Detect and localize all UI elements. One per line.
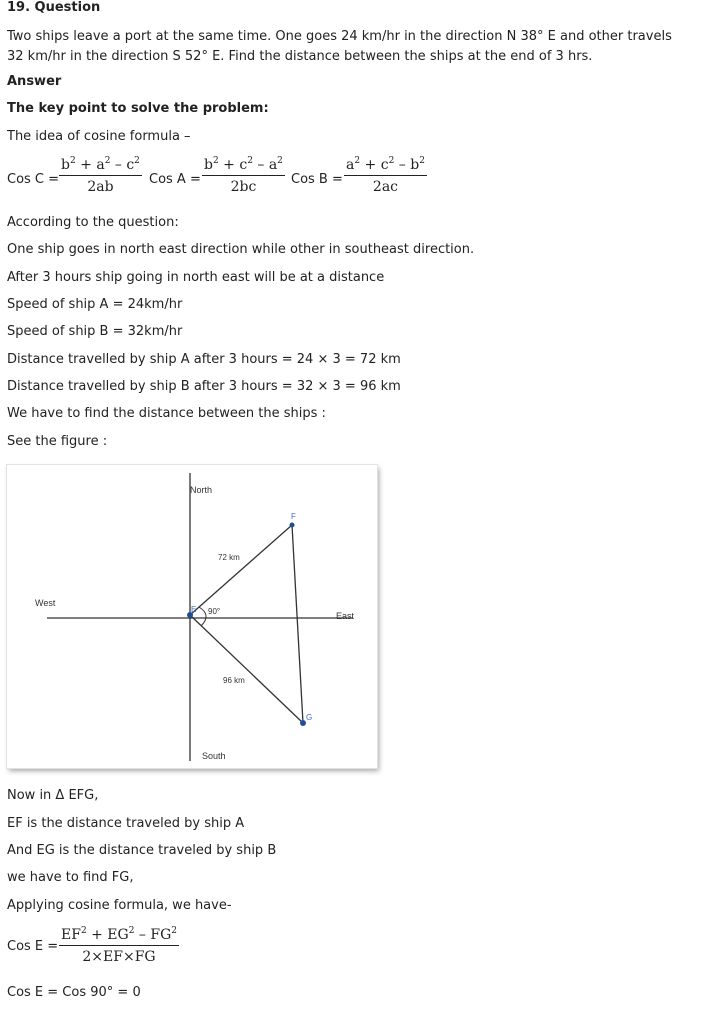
- after-figure-line: we have to find FG,: [7, 870, 134, 885]
- step-line: See the figure :: [7, 434, 108, 449]
- question-text: Two ships leave a port at the same time. One goes 24 km/hr in the direction N 38° E and other travels 32 km/hr in the direction S 52° E. Find the distance between the ships at the end of 3 hrs.: [7, 29, 672, 64]
- point-f-dot: [290, 523, 295, 528]
- eg-length-label: 96 km: [223, 676, 245, 685]
- formula-cos-b-denominator: 2ac: [372, 179, 399, 195]
- west-label: West: [35, 598, 56, 608]
- ships-figure: [7, 465, 377, 768]
- after-figure-line: Applying cosine formula, we have-: [7, 898, 232, 913]
- segment-eg: [190, 615, 303, 723]
- point-g-label: G: [306, 713, 313, 722]
- north-label: North: [190, 485, 213, 495]
- east-label: East: [336, 611, 355, 621]
- point-f-label: F: [291, 512, 296, 521]
- right-angle-arc: [199, 607, 206, 626]
- point-e-label: E: [191, 605, 197, 614]
- after-figure-line: Now in Δ EFG,: [7, 788, 99, 803]
- cosine-formulas: [7, 157, 697, 207]
- figure-svg: [7, 465, 377, 768]
- cosine-intro: The idea of cosine formula –: [7, 129, 191, 144]
- formula-cos-e-denominator: 2×EF×FG: [82, 949, 156, 965]
- formula-cos-e-label: Cos E =: [7, 939, 59, 954]
- step-line: Distance travelled by ship A after 3 hours = 24 × 3 = 72 km: [7, 352, 401, 367]
- formula-cos-a-label: Cos A =: [149, 172, 201, 187]
- formula-cos-a-numerator: $b^2 + c^2 - a^2$: [202, 157, 285, 176]
- formula-cos-c-denominator: 2ab: [87, 179, 114, 195]
- step-line: According to the question:: [7, 215, 179, 230]
- step-line: Speed of ship A = 24km/hr: [7, 297, 183, 312]
- formula-cos-a: [202, 157, 285, 195]
- question-number: 19. Question: [7, 0, 101, 15]
- answer-heading: Answer: [7, 74, 62, 89]
- after-figure-line: EF is the distance traveled by ship A: [7, 816, 245, 831]
- step-line: One ship goes in north east direction while other in southeast direction.: [7, 242, 475, 257]
- formula-cos-e: [59, 927, 179, 965]
- ef-length-label: 72 km: [218, 553, 240, 562]
- segment-ef: [190, 525, 292, 615]
- cos-e-formula: [7, 927, 407, 977]
- formula-cos-c: [59, 157, 142, 195]
- step-line: Speed of ship B = 32km/hr: [7, 324, 183, 339]
- key-point-heading: The key point to solve the problem:: [7, 101, 269, 116]
- formula-cos-b: [344, 157, 427, 195]
- angle-label: 90°: [208, 607, 221, 616]
- formula-cos-c-label: Cos C =: [7, 172, 60, 187]
- formula-cos-b-numerator: $a^2 + c^2 - b^2$: [344, 157, 427, 176]
- formula-cos-b-label: Cos B =: [291, 172, 343, 187]
- step-line: We have to find the distance between the ships :: [7, 406, 326, 421]
- step-line: After 3 hours ship going in north east will be at a distance: [7, 270, 385, 285]
- cos-e-result: Cos E = Cos 90° = 0: [7, 985, 141, 1000]
- formula-cos-e-numerator: $EF^2 + EG^2 - FG^2$: [59, 927, 179, 946]
- step-line: Distance travelled by ship B after 3 hours = 32 × 3 = 96 km: [7, 379, 401, 394]
- formula-cos-c-numerator: $b^2 + a^2 - c^2$: [59, 157, 142, 176]
- formula-cos-a-denominator: 2bc: [230, 179, 257, 195]
- after-figure-line: And EG is the distance traveled by ship B: [7, 843, 277, 858]
- segment-fg: [292, 525, 303, 723]
- south-label: South: [202, 751, 226, 761]
